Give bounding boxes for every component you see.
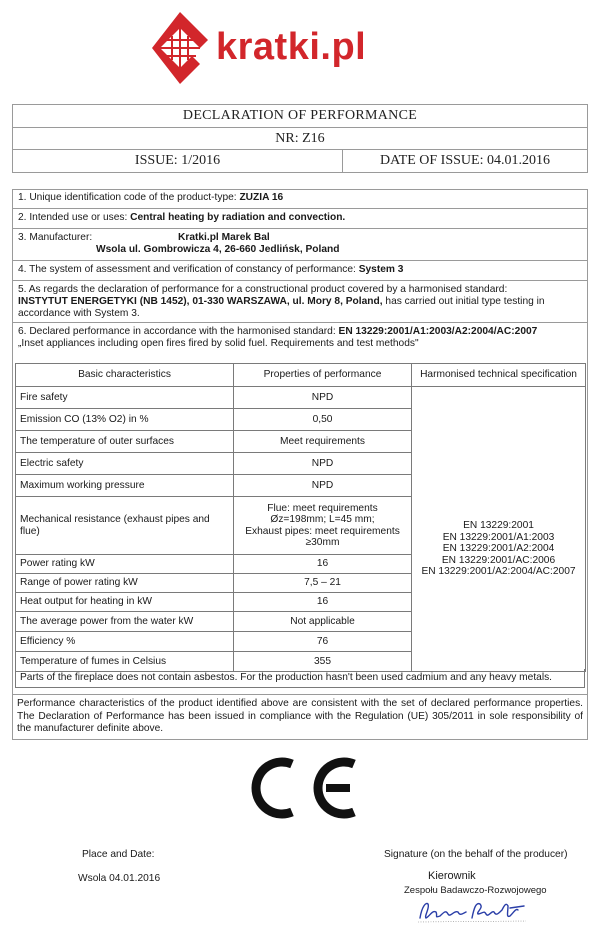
stamp-title: Kierownik: [428, 870, 476, 882]
section-2-label: 2. Intended use or uses:: [18, 212, 128, 223]
characteristic-cell: The temperature of outer surfaces: [16, 431, 234, 453]
value-cell: NPD: [234, 453, 412, 475]
assessment-system: System 3: [358, 264, 404, 275]
manufacturer-address: Wsola ul. Gombrowicza 4, 26-660 Jedlińsk, Poland: [96, 244, 340, 255]
value-cell: Not applicable: [234, 612, 412, 632]
characteristic-cell: Heat output for heating in kW: [16, 593, 234, 612]
col-header-specification: Harmonised technical specification: [412, 364, 586, 387]
characteristic-cell: Emission CO (13% O2) in %: [16, 409, 234, 431]
spec-line: EN 13229:2001/A2:2004: [442, 543, 555, 555]
section-5: [12, 281, 588, 323]
characteristic-cell: Efficiency %: [16, 632, 234, 652]
section-3: [12, 229, 588, 261]
harmonised-standard: EN 13229:2001/A1:2003/A2:2004/AC:2007: [338, 326, 538, 337]
value-line: Flue: meet requirements: [267, 502, 378, 514]
characteristic-cell: The average power from the water kW: [16, 612, 234, 632]
characteristic-cell: Temperature of fumes in Celsius: [16, 652, 234, 672]
value-cell: NPD: [234, 387, 412, 409]
section-3-label: 3. Manufacturer:: [18, 232, 93, 243]
characteristic-cell: Power rating kW: [16, 555, 234, 574]
document-title: DECLARATION OF PERFORMANCE: [12, 104, 588, 128]
characteristic-cell: Electric safety: [16, 453, 234, 475]
characteristic-cell: Mechanical resistance (exhaust pipes and flue): [16, 497, 234, 555]
section-1: [12, 189, 588, 209]
manufacturer-name: Kratki.pl Marek Bal: [178, 232, 270, 243]
section-4-label: 4. The system of assessment and verification of constancy of performance:: [18, 264, 356, 275]
performance-table: [15, 363, 586, 672]
value-cell: 355: [234, 652, 412, 672]
value-cell: 16: [234, 593, 412, 612]
section-4: [12, 261, 588, 281]
value-cell: 76: [234, 632, 412, 652]
issue-row: [12, 150, 588, 173]
value-line: Exhaust pipes: meet requirements: [245, 525, 400, 537]
section-2: [12, 209, 588, 229]
value-cell: Meet requirements: [234, 431, 412, 453]
specification-cell: [412, 387, 586, 672]
value-cell: 16: [234, 555, 412, 574]
place-date-value: Wsola 04.01.2016: [78, 873, 161, 884]
product-code: ZUZIA 16: [239, 192, 284, 203]
section-6-label: 6. Declared performance in accordance with the harmonised standard:: [18, 326, 336, 337]
spec-line: EN 13229:2001: [463, 520, 534, 532]
section-5-text-end: accordance with System 3.: [18, 308, 140, 319]
kratki-logo: [150, 10, 450, 88]
section-1-label: 1. Unique identification code of the product-type:: [18, 192, 237, 203]
value-cell: NPD: [234, 475, 412, 497]
table-header-row: [16, 364, 586, 387]
standard-description: „Inset appliances including open fires fired by solid fuel. Requirements and test methods": [18, 338, 419, 349]
ce-mark-icon: [240, 756, 360, 820]
signature-label: Signature (on the behalf of the producer): [384, 849, 568, 860]
intended-use: Central heating by radiation and convection.: [130, 212, 346, 223]
section-5-intro: 5. As regards the declaration of performance for a constructional product covered by a harmonised standard:: [18, 284, 508, 295]
brand-name: kratki.pl: [216, 26, 367, 68]
value-cell: 7,5 – 21: [234, 574, 412, 593]
spec-line: EN 13229:2001/A2:2004/AC:2007: [421, 566, 576, 578]
issue-number: ISSUE: 1/2016: [13, 150, 343, 172]
notified-body: INSTYTUT ENERGETYKI (NB 1452), 01-330 WARSZAWA, ul. Mory 8, Poland,: [18, 296, 383, 307]
date-of-issue: DATE OF ISSUE: 04.01.2016: [380, 153, 550, 168]
value-line: ≥30mm: [305, 537, 340, 548]
section-5-text: has carried out initial type testing in: [385, 296, 545, 307]
spec-line: EN 13229:2001/AC:2006: [441, 554, 556, 566]
section-6: [12, 323, 588, 359]
document-number: NR: Z16: [12, 128, 588, 150]
table-row: [16, 387, 586, 409]
col-header-characteristics: Basic characteristics: [16, 364, 234, 387]
stamp-department: Zespołu Badawczo-Rozwojowego: [404, 885, 547, 896]
value-cell: [234, 497, 412, 555]
characteristic-cell: Fire safety: [16, 387, 234, 409]
place-date-label: Place and Date:: [82, 849, 155, 860]
col-header-properties: Properties of performance: [234, 364, 412, 387]
value-line: Øz=198mm; L=45 mm;: [270, 514, 375, 525]
value-cell: 0,50: [234, 409, 412, 431]
grid-logo-icon: [150, 10, 220, 88]
characteristic-cell: Range of power rating kW: [16, 574, 234, 593]
conformity-statement: Performance characteristics of the product identified above are consistent with the set of declared performance properties. The Declaration of Performance has been issued in compliance with the Regulation (UE) 305/2011 in sole responsibility of the manufacturer definite above.: [12, 694, 588, 739]
characteristic-cell: Maximum working pressure: [16, 475, 234, 497]
spec-line: EN 13229:2001/A1:2003: [442, 531, 555, 543]
asbestos-note: Parts of the fireplace does not contain asbestos. For the production hasn't been used cadmium and any heavy metals.: [15, 669, 585, 688]
handwritten-signature: [414, 896, 534, 926]
